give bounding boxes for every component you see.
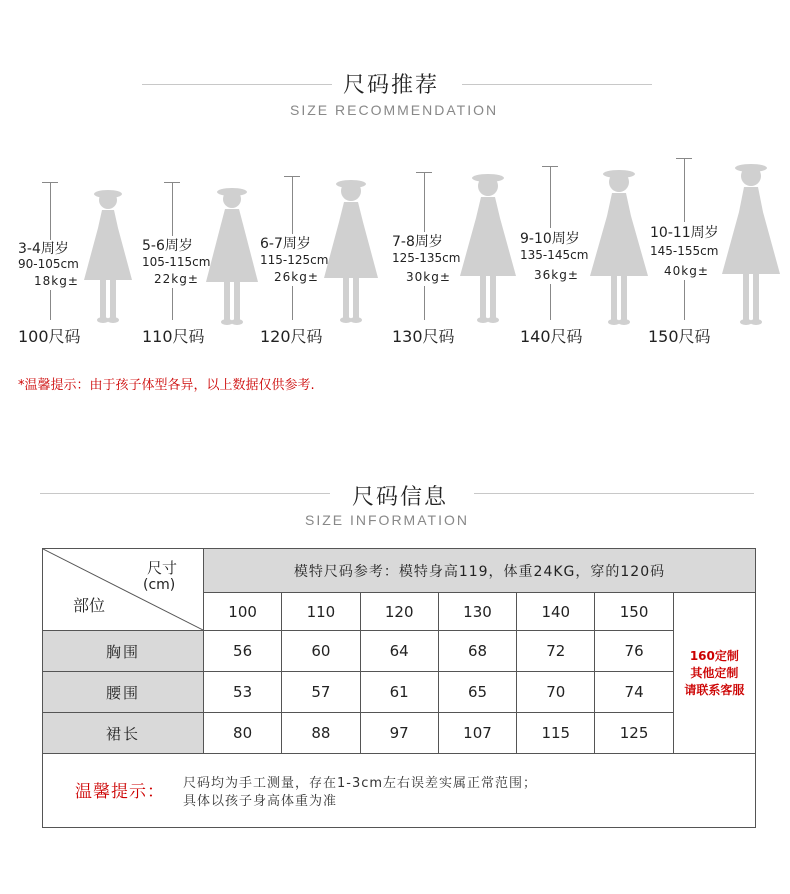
title-divider-right (462, 84, 652, 85)
table-cell: 53 (203, 672, 281, 713)
age-label: 7-8周岁 (392, 234, 443, 250)
tip-label: 温馨提示： (75, 782, 165, 802)
table-cell: 107 (438, 713, 516, 754)
height-range: 90-105cm (18, 257, 79, 271)
ruler-line (172, 288, 173, 320)
size-header: 100 (203, 593, 281, 631)
age-label: 5-6周岁 (142, 238, 193, 254)
table-cell: 125 (595, 713, 673, 754)
size-label: 150尺码 (648, 327, 711, 346)
table-cell: 60 (282, 631, 360, 672)
table-cell: 80 (203, 713, 281, 754)
size-table (42, 548, 756, 754)
model-reference: 模特尺码参考：模特身高119，体重24KG，穿的120码 (203, 549, 755, 593)
height-range: 115-125cm (260, 253, 329, 267)
size-header: 130 (438, 593, 516, 631)
weight-label: 36kg± (534, 268, 579, 282)
table-cell: 61 (360, 672, 438, 713)
table-cell: 64 (360, 631, 438, 672)
tip-box (42, 752, 756, 828)
height-range: 135-145cm (520, 248, 589, 262)
title-divider-left (40, 493, 330, 494)
row-label-chest: 胸围 (43, 631, 204, 672)
corner-diagonal (43, 549, 205, 631)
weight-label: 40kg± (664, 264, 709, 278)
table-cell: 97 (360, 713, 438, 754)
ruler-line (50, 182, 51, 240)
title-divider-right (474, 493, 754, 494)
custom-line: 其他定制 (690, 665, 739, 680)
row-label-waist: 腰围 (43, 672, 204, 713)
height-range: 125-135cm (392, 251, 461, 265)
table-cell: 56 (203, 631, 281, 672)
ruler-line (684, 158, 685, 222)
ruler-line (424, 286, 425, 320)
size-header: 140 (517, 593, 595, 631)
girl-silhouette-icon (586, 162, 650, 328)
age-label: 9-10周岁 (520, 231, 580, 247)
table-cell: 72 (517, 631, 595, 672)
recommendation-title: 尺码推荐 (343, 73, 440, 98)
size-header: 120 (360, 593, 438, 631)
girl-silhouette-icon (456, 166, 518, 326)
table-row (43, 672, 756, 713)
girl-silhouette-icon (78, 180, 134, 325)
custom-line: 请联系客服 (684, 682, 745, 697)
table-cell: 70 (517, 672, 595, 713)
weight-label: 30kg± (406, 270, 451, 284)
title-divider-left (142, 84, 332, 85)
table-cell: 115 (517, 713, 595, 754)
table-row (43, 713, 756, 754)
info-title: 尺码信息 (352, 485, 449, 510)
size-label: 130尺码 (392, 327, 455, 346)
ruler-line (684, 280, 685, 320)
corner-unit-label: (cm) (143, 577, 176, 593)
recommendation-subtitle: SIZE RECOMMENDATION (290, 102, 499, 118)
table-corner-cell (43, 549, 204, 631)
height-range: 145-155cm (650, 244, 719, 258)
table-cell: 57 (282, 672, 360, 713)
tip-line-1: 尺码均为手工测量，存在1-3cm左右误差实属正常范围； (183, 776, 538, 791)
info-subtitle: SIZE INFORMATION (305, 512, 469, 528)
table-row (43, 631, 756, 672)
ruler-line (424, 172, 425, 232)
age-label: 6-7周岁 (260, 236, 311, 252)
table-cell: 88 (282, 713, 360, 754)
ruler-line (292, 286, 293, 320)
corner-part-label: 部位 (73, 596, 106, 615)
girl-silhouette-icon (320, 172, 380, 326)
size-header: 110 (282, 593, 360, 631)
weight-label: 18kg± (34, 274, 79, 288)
ruler-line (550, 284, 551, 320)
table-cell: 74 (595, 672, 673, 713)
row-label-skirt-length: 裙长 (43, 713, 204, 754)
girl-silhouette-icon (202, 180, 260, 328)
custom-size-note (673, 593, 755, 754)
weight-label: 22kg± (154, 272, 199, 286)
size-label: 100尺码 (18, 327, 81, 346)
size-label: 110尺码 (142, 327, 205, 346)
ruler-line (50, 290, 51, 320)
ruler-line (550, 166, 551, 228)
size-header: 150 (595, 593, 673, 631)
table-cell: 76 (595, 631, 673, 672)
recommendation-note: *温馨提示：由于孩子体型各异，以上数据仅供参考. (18, 378, 315, 393)
girl-silhouette-icon (718, 156, 782, 328)
height-range: 105-115cm (142, 255, 211, 269)
tip-line-2: 具体以孩子身高体重为准 (183, 794, 338, 809)
size-label: 140尺码 (520, 327, 583, 346)
age-label: 10-11周岁 (650, 225, 719, 241)
weight-label: 26kg± (274, 270, 319, 284)
age-label: 3-4周岁 (18, 241, 69, 257)
ruler-line (172, 182, 173, 236)
size-label: 120尺码 (260, 327, 323, 346)
table-cell: 65 (438, 672, 516, 713)
custom-line: 160定制 (689, 648, 739, 663)
corner-size-label: 尺寸 (147, 559, 178, 577)
table-cell: 68 (438, 631, 516, 672)
ruler-line (292, 176, 293, 234)
